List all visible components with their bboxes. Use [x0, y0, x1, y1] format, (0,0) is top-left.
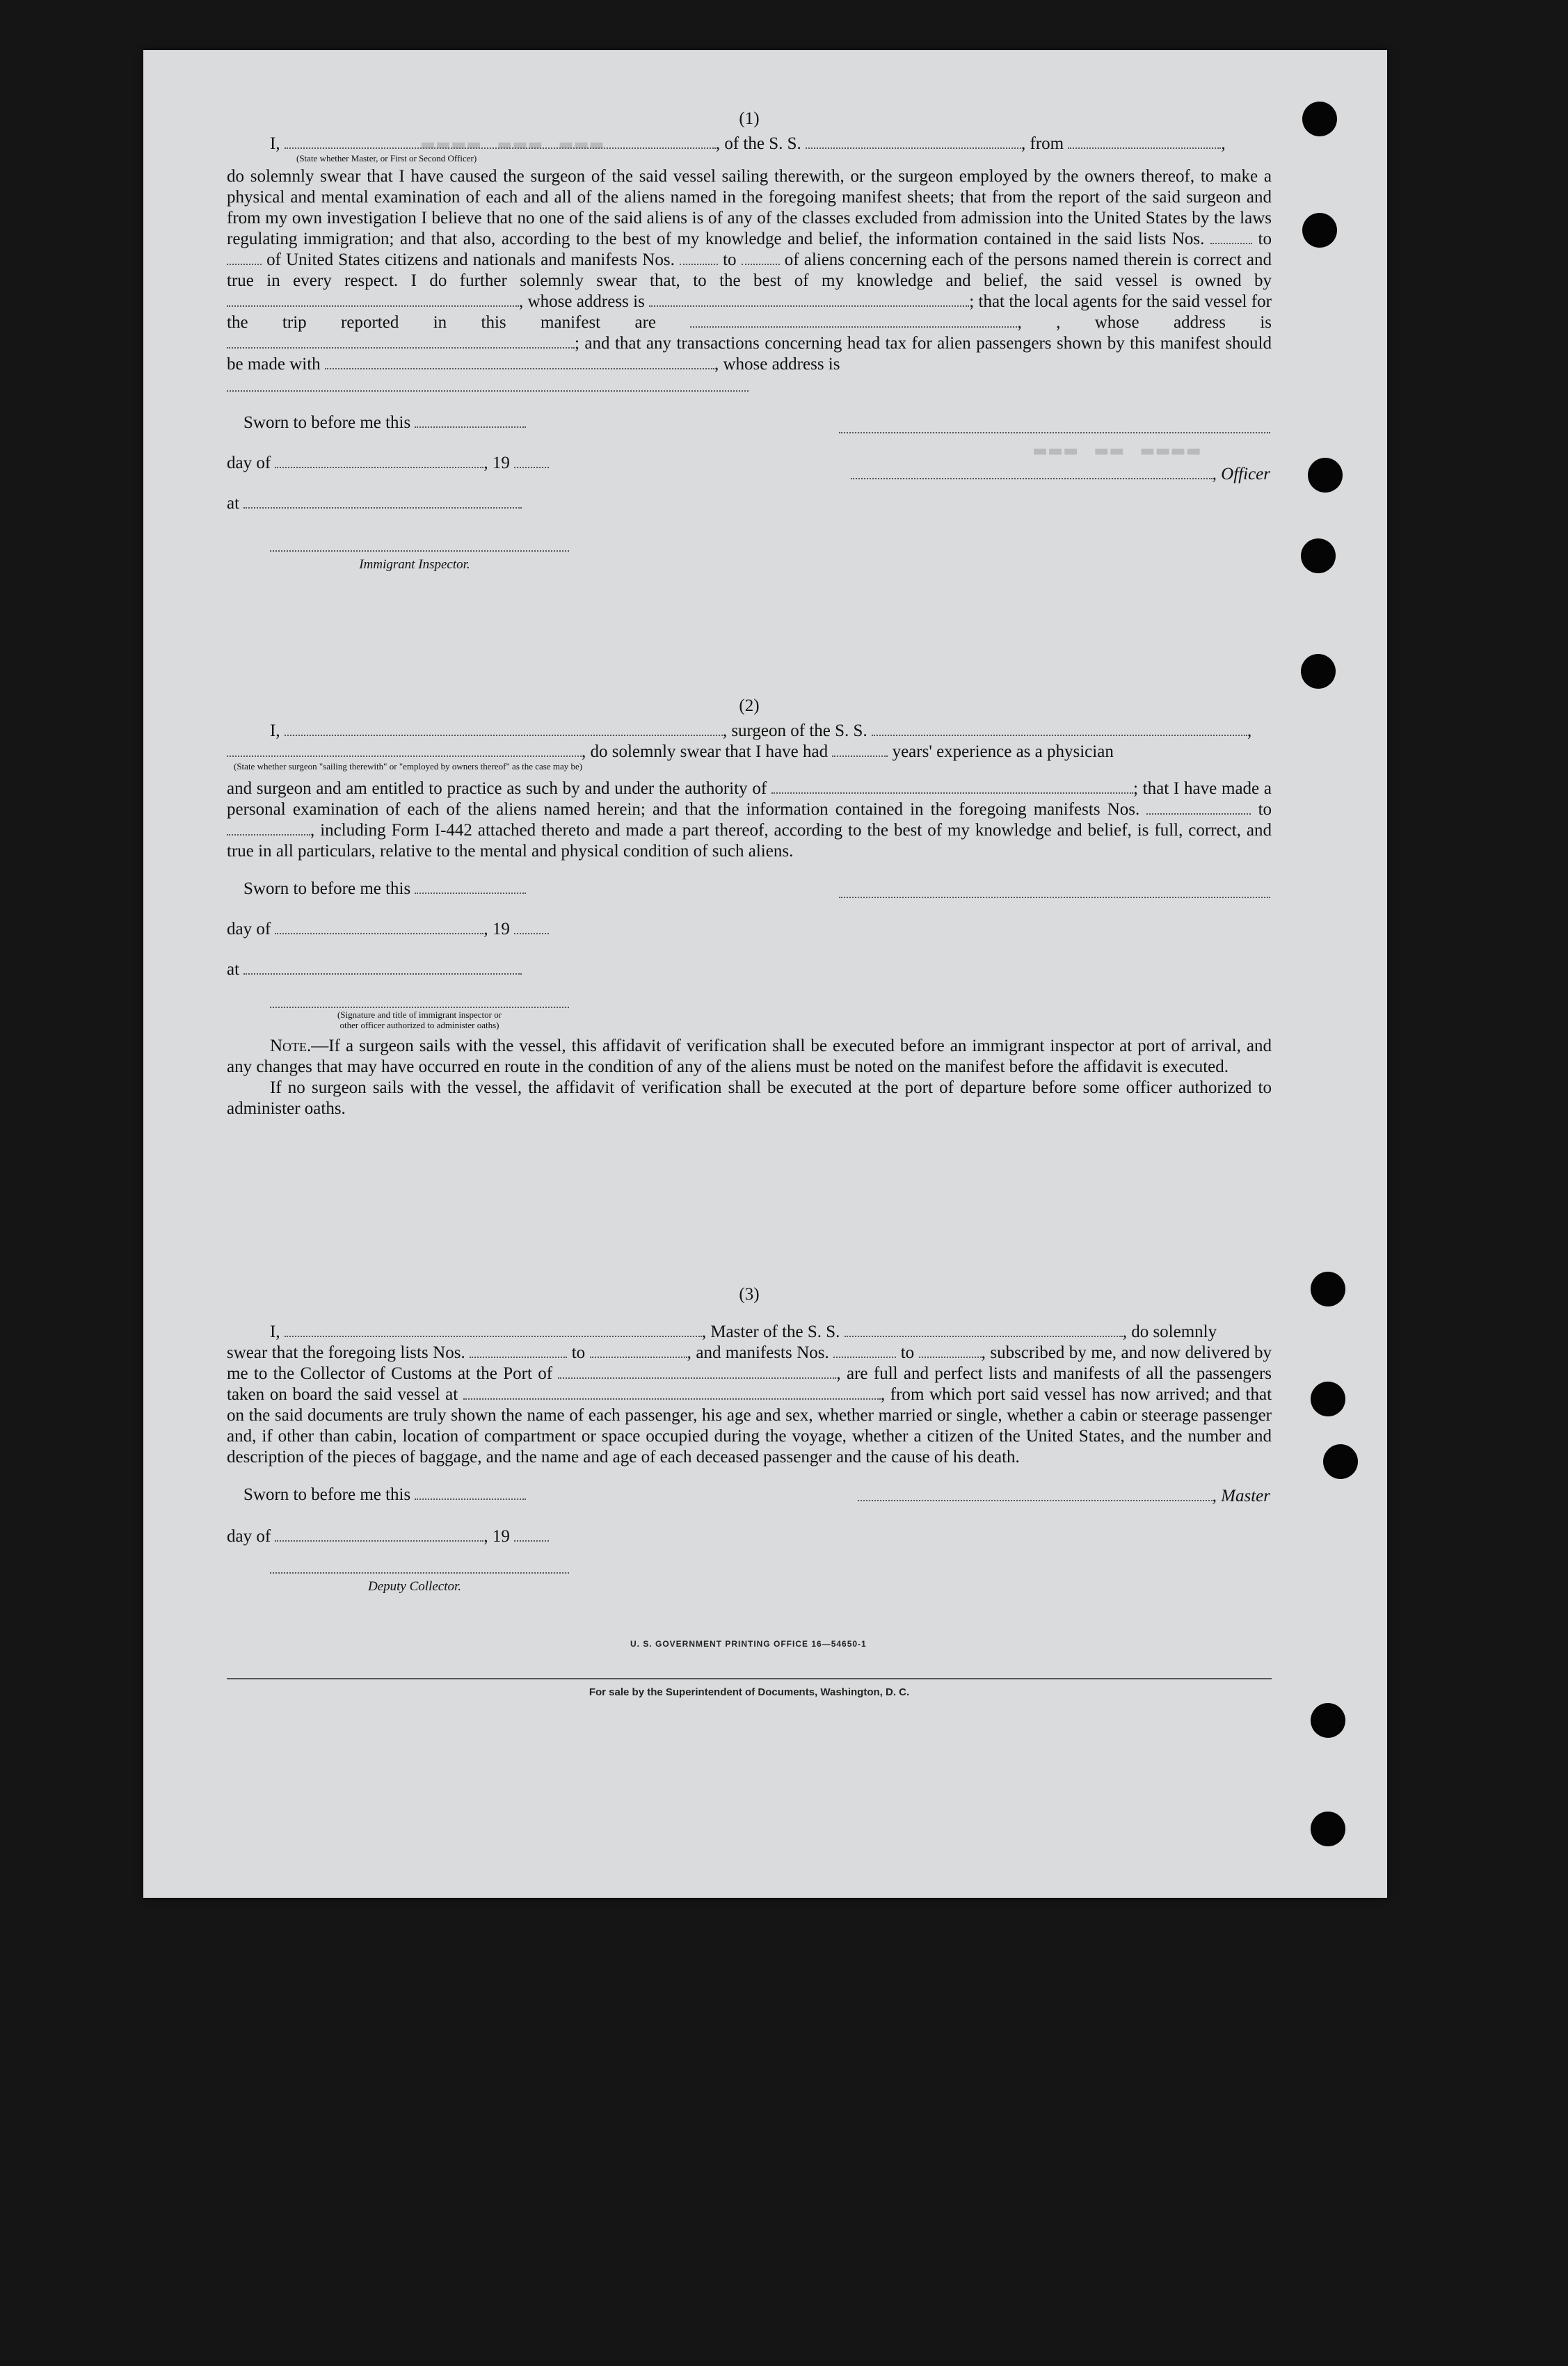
- punch-hole: [1302, 102, 1337, 136]
- vessel-name-field[interactable]: [845, 1323, 1123, 1337]
- section-heading: (3): [739, 1285, 760, 1304]
- punch-hole: [1311, 1703, 1345, 1738]
- sworn-date-field[interactable]: [415, 1486, 526, 1500]
- note-paragraph-2: If no surgeon sails with the vessel, the affidavit of verification shall be executed at the port of departure before some officer authorized to administer oaths.: [227, 1078, 1272, 1118]
- surgeon-experience-line: , do solemnly swear that I have had years' experience as a physician: [227, 742, 1272, 762]
- master-signature-line[interactable]: [858, 1487, 1213, 1501]
- surgeon-name-field[interactable]: [285, 722, 723, 736]
- deputy-collector-caption: Deputy Collector.: [367, 1579, 462, 1594]
- sworn-label: Sworn to before me this: [243, 879, 411, 898]
- lists-to-field[interactable]: [590, 1344, 687, 1358]
- lists-from-field[interactable]: [470, 1344, 567, 1358]
- head-tax-party-field[interactable]: [325, 355, 714, 369]
- practice-authority-field[interactable]: [771, 780, 1133, 794]
- port-from-field[interactable]: [1068, 135, 1221, 149]
- punch-hole: [1311, 1272, 1345, 1306]
- gpo-imprint: U. S. GOVERNMENT PRINTING OFFICE 16—54650-1: [630, 1639, 867, 1649]
- manifests-from-field[interactable]: [833, 1344, 896, 1358]
- lists-from-field[interactable]: [1210, 230, 1252, 244]
- year-field[interactable]: [514, 1528, 549, 1542]
- punch-hole: [1301, 538, 1336, 573]
- surgeon-oath-body: and surgeon and am entitled to practice as such by and under the authority of ; that I have made a personal examination of each of the aliens named herein; and that the information contained in the foregoing manifests Nos. to , including Form I-442 attached thereto and made a part thereof, according to the best of my knowledge and belief, is full, correct, and true in all particulars, relative to the mental and physical condition of such aliens.: [227, 779, 1272, 861]
- vessel-name-field[interactable]: [806, 135, 1021, 149]
- local-agents-field[interactable]: [690, 314, 1017, 328]
- master-label: , Master: [1212, 1487, 1270, 1505]
- address-continuation-line[interactable]: [227, 390, 749, 392]
- section-heading: (2): [739, 696, 760, 715]
- deputy-collector-signature-line[interactable]: [270, 1572, 569, 1574]
- inspector-signature-line[interactable]: [270, 1007, 569, 1008]
- manifests-to-field[interactable]: [227, 822, 310, 836]
- year-field[interactable]: [514, 454, 549, 468]
- punch-hole: [1311, 1382, 1345, 1416]
- sworn-label: Sworn to before me this: [243, 1485, 411, 1504]
- lists-to-field[interactable]: [227, 251, 262, 265]
- day-of-month-field[interactable]: [275, 454, 483, 468]
- day-of-month-field[interactable]: [275, 1528, 483, 1542]
- surgeon-signature-line[interactable]: [839, 897, 1270, 898]
- affidavit-section-1: (1) I, , of the S. S. , from , (State whether Master, or First or Second Officer) do solemnly swear that I have caused the surgeon of the said vessel sailing therewith, or the surgeon employed by the owners thereof, to make a physical and mental examination of each and all of the aliens named in the foregoing manifest sheets; that from the report of the said surgeon and from my own investigation I believe that no one of the said aliens is of any of the classes excluded from admission into the United States by the laws regulating immigration; and that also, according to the best of my knowledge and belief, the information contained in the said lists Nos. to of United States citizens and nationals and manifests Nos. to of aliens concerning each of the persons named therein is correct and true in every respect. I do further solemnly swear that, to the best of my knowledge and belief, the said vessel is owned by , whose address is ; that the local agents for the said vessel for the trip reported in this manifest are , , whose address is ; and that any transactions concerning head tax for alien passengers shown by this manifest should be made with , whose address is Sworn to before me this day of , 19 , Officer at Immigrant Inspector.: [227, 109, 1272, 579]
- master-verification-body: swear that the foregoing lists Nos. to , and manifests Nos. to , subscribed by me, and now delivered by me to the Collector of Customs at the Port of , are full and perfect lists and manifests of all the passengers taken on board the said vessel at , from which port said vessel has now arrived; and that on the said documents are truly shown the name of each passenger, his age and sex, whether married or single, whether a cabin or steerage passenger and, if other than cabin, location of compartment or space occupied during the voyage, whether a citizen of the United States, and the number and description of the pieces of baggage, and the name and age of each deceased passenger and the cause of his death.: [227, 1343, 1272, 1466]
- manifests-from-field[interactable]: [1146, 801, 1251, 815]
- punch-hole: [1311, 1812, 1345, 1846]
- vessel-name-field[interactable]: [872, 722, 1247, 736]
- sworn-label: Sworn to before me this: [243, 413, 411, 432]
- punch-hole: [1302, 213, 1337, 248]
- embarkation-port-field[interactable]: [463, 1386, 881, 1400]
- master-name-field[interactable]: [285, 1323, 702, 1337]
- surgeon-oath-line: I, , surgeon of the S. S. ,: [270, 721, 1252, 740]
- name-field[interactable]: [285, 135, 716, 149]
- place-field[interactable]: [243, 961, 522, 975]
- surgeon-status-note: (State whether surgeon "sailing therewith" or "employed by owners thereof" as the case may be): [234, 761, 583, 772]
- master-signature-line[interactable]: [839, 432, 1270, 433]
- surgeon-status-field[interactable]: [227, 743, 582, 757]
- master-oath-body: do solemnly swear that I have caused the surgeon of the said vessel sailing therewith, or the surgeon employed by the owners thereof, to make a physical and mental examination of each and all of the aliens named in the foregoing manifest sheets; that from the report of the said surgeon and from my own investigation I believe that no one of the said aliens is of any of the classes excluded from admission into the United States by the laws regulating immigration; and that also, according to the best of my knowledge and belief, the information contained in the said lists Nos. to of United States citizens and nationals and manifests Nos. to of aliens concerning each of the persons named therein is correct and true in every respect. I do further solemnly swear that, to the best of my knowledge and belief, the said vessel is owned by , whose address is ; that the local agents for the said vessel for the trip reported in this manifest are , , whose address is ; and that any transactions concerning head tax for alien passengers shown by this manifest should be made with , whose address is: [227, 167, 1272, 374]
- signature-caption: (Signature and title of immigrant inspector or other officer authorized to administer oaths): [337, 1009, 502, 1030]
- place-field[interactable]: [243, 495, 522, 509]
- immigrant-inspector-caption: Immigrant Inspector.: [359, 557, 470, 572]
- section-heading: (1): [739, 109, 760, 128]
- manifests-from-field[interactable]: [680, 251, 718, 265]
- year-field[interactable]: [514, 920, 549, 934]
- day-of-month-field[interactable]: [275, 920, 483, 934]
- bleed-through-stamp: ▬▬▬ ▬▬ ▬▬▬▬: [1034, 438, 1203, 463]
- owner-field[interactable]: [227, 293, 519, 307]
- officer-signature-line[interactable]: [851, 465, 1213, 479]
- form-page: [143, 50, 1387, 1898]
- officer-rank-note: (State whether Master, or First or Second Officer): [296, 153, 477, 163]
- master-oath-line: I, , of the S. S. , from ,: [270, 134, 1226, 153]
- master-verification-line: I, , Master of the S. S. , do solemnly: [270, 1322, 1217, 1341]
- punch-hole: [1323, 1444, 1358, 1479]
- bleed-through-stamp: ▬▬▬▬ ▬▬▬ ▬▬▬: [422, 132, 606, 157]
- note-label: Note.: [270, 1037, 312, 1055]
- manifests-to-field[interactable]: [919, 1344, 982, 1358]
- years-experience-field[interactable]: [832, 743, 888, 757]
- inspector-signature-line[interactable]: [270, 550, 569, 552]
- punch-hole: [1308, 458, 1343, 493]
- owner-address-field[interactable]: [649, 293, 969, 307]
- footer-rule: [227, 1678, 1272, 1679]
- agents-address-field[interactable]: [227, 335, 575, 349]
- manifests-to-field[interactable]: [742, 251, 780, 265]
- note-paragraph: Note.—If a surgeon sails with the vessel, this affidavit of verification shall be executed before an immigrant inspector at port of arrival, and any changes that may have occurred en route in the condition of any of the aliens must be noted on the manifest before the affidavit is executed.: [227, 1037, 1272, 1076]
- port-field[interactable]: [558, 1365, 836, 1379]
- footer-text: For sale by the Superintendent of Documents, Washington, D. C.: [589, 1686, 910, 1698]
- sworn-date-field[interactable]: [415, 880, 526, 894]
- punch-hole: [1301, 654, 1336, 689]
- sworn-date-field[interactable]: [415, 414, 526, 428]
- affidavit-section-2: (2) I, , surgeon of the S. S. , , do solemnly swear that I have had years' experience as a physician (State whether surgeon "sailing therewith" or "employed by owners thereof" as the case may be) and surgeon and am entitled to practice as such by and under the authority of ; that I have made a personal examination of each of the aliens named herein; and that the information contained in the foregoing manifests Nos. to , including Form I-442 attached thereto and made a part thereof, according to the best of my knowledge and belief, is full, correct, and true in all particulars, relative to the mental and physical condition of such aliens. Sworn to before me this day of , 19 at (Signature and title of immigrant inspector or other officer authorized to administer oaths) Note.—If a surgeon sails with the vessel, this affidavit of verification shall be executed before an immigrant inspector at port of arrival, and any changes that may have occurred en route in the condition of any of the aliens must be noted on the manifest before the affidavit is executed. If no surgeon sails with the vessel, the affidavit of verification shall be executed at the port of departure before some officer authorized to administer oaths.: [227, 696, 1272, 1118]
- affidavit-section-3: (3) I, , Master of the S. S. , do solemnly swear that the foregoing lists Nos. to , and manifests Nos. to , subscribed by me, and now delivered by me to the Collector of Customs at the Port of , are full and perfect lists and manifests of all the passengers taken on board the said vessel at , from which port said vessel has now arrived; and that on the said documents are truly shown the name of each passenger, his age and sex, whether married or single, whether a cabin or steerage passenger and, if other than cabin, location of compartment or space occupied during the voyage, whether a citizen of the United States, and the number and description of the pieces of baggage, and the name and age of each deceased passenger and the cause of his death. Sworn to before me this , Master day of , 19 Deputy Collector.: [227, 1284, 1272, 1586]
- officer-label: , Officer: [1212, 465, 1270, 483]
